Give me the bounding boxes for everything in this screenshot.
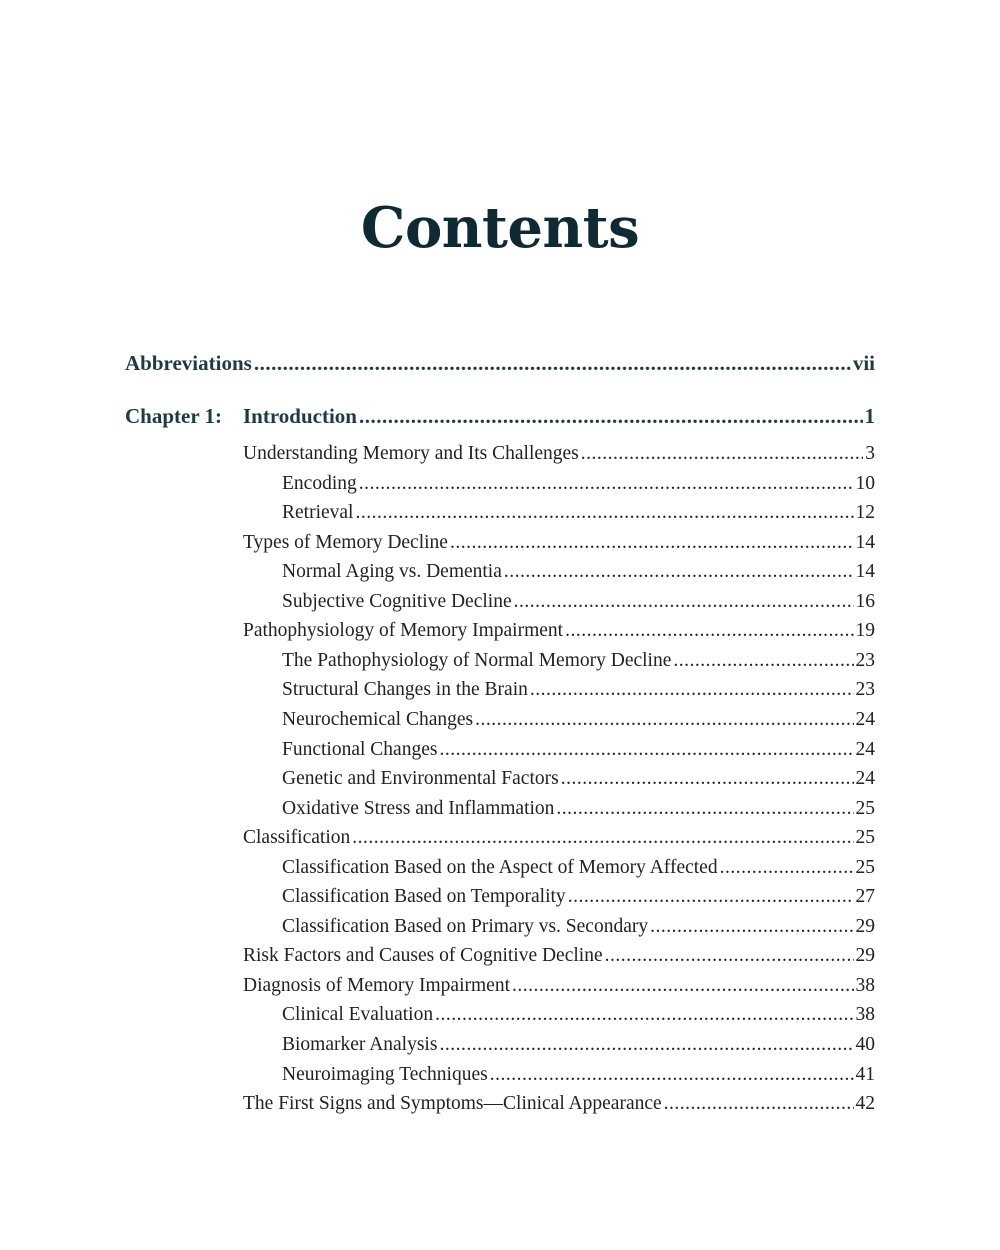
toc-entry[interactable] <box>243 941 875 971</box>
toc-entry-label: Types of Memory Decline <box>243 532 448 553</box>
toc-entry-label: The First Signs and Symptoms—Clinical Appearance <box>243 1093 662 1114</box>
toc-page-number: 41 <box>855 1064 875 1085</box>
toc-leader-dots <box>650 912 853 942</box>
toc-entry[interactable] <box>282 646 875 676</box>
toc-page-number: 23 <box>855 650 875 671</box>
toc-entry[interactable] <box>243 1089 875 1119</box>
toc-leader-dots <box>359 401 863 431</box>
toc-entry[interactable] <box>282 675 875 705</box>
toc-page-number: 38 <box>855 1004 875 1025</box>
toc-page-number: 24 <box>855 739 875 760</box>
toc-entry-label: Classification Based on Temporality <box>282 886 566 907</box>
toc-entry-label: Clinical Evaluation <box>282 1004 434 1025</box>
toc-leader-dots <box>254 348 851 378</box>
toc-page-number: 25 <box>855 827 875 848</box>
toc-entry-label: Oxidative Stress and Inflammation <box>282 798 555 819</box>
toc-leader-dots <box>530 675 854 705</box>
toc-entry[interactable] <box>282 1060 875 1090</box>
toc-page-number: 3 <box>865 443 875 464</box>
toc-entry-chapter-1[interactable] <box>243 401 875 431</box>
toc-leader-dots <box>561 764 854 794</box>
toc-leader-dots <box>720 853 854 883</box>
toc-page-number: 1 <box>864 404 875 428</box>
toc-entry-label: Neuroimaging Techniques <box>282 1064 488 1085</box>
toc-entry[interactable] <box>282 764 875 794</box>
toc-leader-dots <box>475 705 853 735</box>
toc-entry[interactable] <box>282 735 875 765</box>
toc-entry[interactable] <box>282 469 875 499</box>
toc-entry-label: Structural Changes in the Brain <box>282 679 528 700</box>
toc-leader-dots <box>605 941 854 971</box>
toc-entry[interactable] <box>243 971 875 1001</box>
toc-page-number: 25 <box>855 798 875 819</box>
toc-leader-dots <box>490 1060 854 1090</box>
toc-leader-dots <box>514 587 854 617</box>
toc-entry[interactable] <box>282 498 875 528</box>
toc-entry-label: Subjective Cognitive Decline <box>282 591 512 612</box>
toc-page-number: 38 <box>855 975 875 996</box>
toc-page-number: 24 <box>855 709 875 730</box>
toc-page-number: 29 <box>855 945 875 966</box>
toc-leader-dots <box>673 646 853 676</box>
toc-leader-dots <box>556 794 853 824</box>
toc-leader-dots <box>664 1089 854 1119</box>
page-title: Contents <box>360 195 640 261</box>
toc-leader-dots <box>565 616 853 646</box>
toc-entry-label: Understanding Memory and Its Challenges <box>243 443 579 464</box>
toc-leader-dots <box>512 971 854 1001</box>
toc-leader-dots <box>359 469 854 499</box>
toc-entry-label: Pathophysiology of Memory Impairment <box>243 620 564 641</box>
toc-entry-label: Abbreviations <box>125 351 252 375</box>
toc-leader-dots <box>581 439 863 469</box>
toc-entry-label: Classification Based on Primary vs. Secondary <box>282 916 649 937</box>
toc-entry[interactable] <box>282 557 875 587</box>
toc-page-number: 25 <box>855 857 875 878</box>
toc-entry[interactable] <box>243 616 875 646</box>
toc-entry-label: The Pathophysiology of Normal Memory Decline <box>282 650 672 671</box>
toc-leader-dots <box>352 823 853 853</box>
toc-leader-dots <box>450 528 854 558</box>
toc-entry-label: Neurochemical Changes <box>282 709 474 730</box>
chapter-number: Chapter 1: <box>125 404 223 428</box>
toc-entry[interactable] <box>282 1000 875 1030</box>
toc-leader-dots <box>568 882 854 912</box>
toc-entry-label: Diagnosis of Memory Impairment <box>243 975 510 996</box>
toc-leader-dots <box>439 1030 853 1060</box>
toc-entry[interactable] <box>282 882 875 912</box>
toc-entry[interactable] <box>282 587 875 617</box>
toc-leader-dots <box>504 557 854 587</box>
toc-entry-label: Functional Changes <box>282 739 438 760</box>
toc-page-number: 16 <box>855 591 875 612</box>
toc-page-number: 40 <box>855 1034 875 1055</box>
toc-leader-dots <box>355 498 853 528</box>
toc-page-number: 42 <box>855 1093 875 1114</box>
toc-entry[interactable] <box>243 823 875 853</box>
toc-leader-dots <box>439 735 853 765</box>
toc-entry[interactable] <box>282 705 875 735</box>
toc-entry-label: Risk Factors and Causes of Cognitive Decline <box>243 945 603 966</box>
toc-entry-label: Classification Based on the Aspect of Memory Affected <box>282 857 718 878</box>
toc-page-number: 23 <box>855 679 875 700</box>
toc-entry-label: Classification <box>243 827 351 848</box>
toc-page-number: 10 <box>855 473 875 494</box>
toc-entry-label: Encoding <box>282 473 357 494</box>
toc-entry[interactable] <box>282 1030 875 1060</box>
toc-page-number: 14 <box>855 532 875 553</box>
toc-page-number: 29 <box>855 916 875 937</box>
toc-page-number: 27 <box>855 886 875 907</box>
toc-page-number: 19 <box>855 620 875 641</box>
toc-entry-label: Biomarker Analysis <box>282 1034 438 1055</box>
toc-entry[interactable] <box>282 853 875 883</box>
toc-entry[interactable] <box>243 528 875 558</box>
toc-entry-label: Retrieval <box>282 502 354 523</box>
toc-entry[interactable] <box>282 912 875 942</box>
toc-entry-label: Genetic and Environmental Factors <box>282 768 559 789</box>
toc-entry[interactable] <box>282 794 875 824</box>
toc-entry-label: Introduction <box>243 404 357 428</box>
toc-entry[interactable] <box>243 439 875 469</box>
toc-entry-label: Normal Aging vs. Dementia <box>282 561 502 582</box>
toc-page-number: 14 <box>855 561 875 582</box>
toc-page-number: vii <box>852 351 875 375</box>
toc-leader-dots <box>435 1000 853 1030</box>
toc-page-number: 12 <box>855 502 875 523</box>
toc-entry-abbreviations[interactable] <box>125 348 875 378</box>
toc-page-number: 24 <box>855 768 875 789</box>
